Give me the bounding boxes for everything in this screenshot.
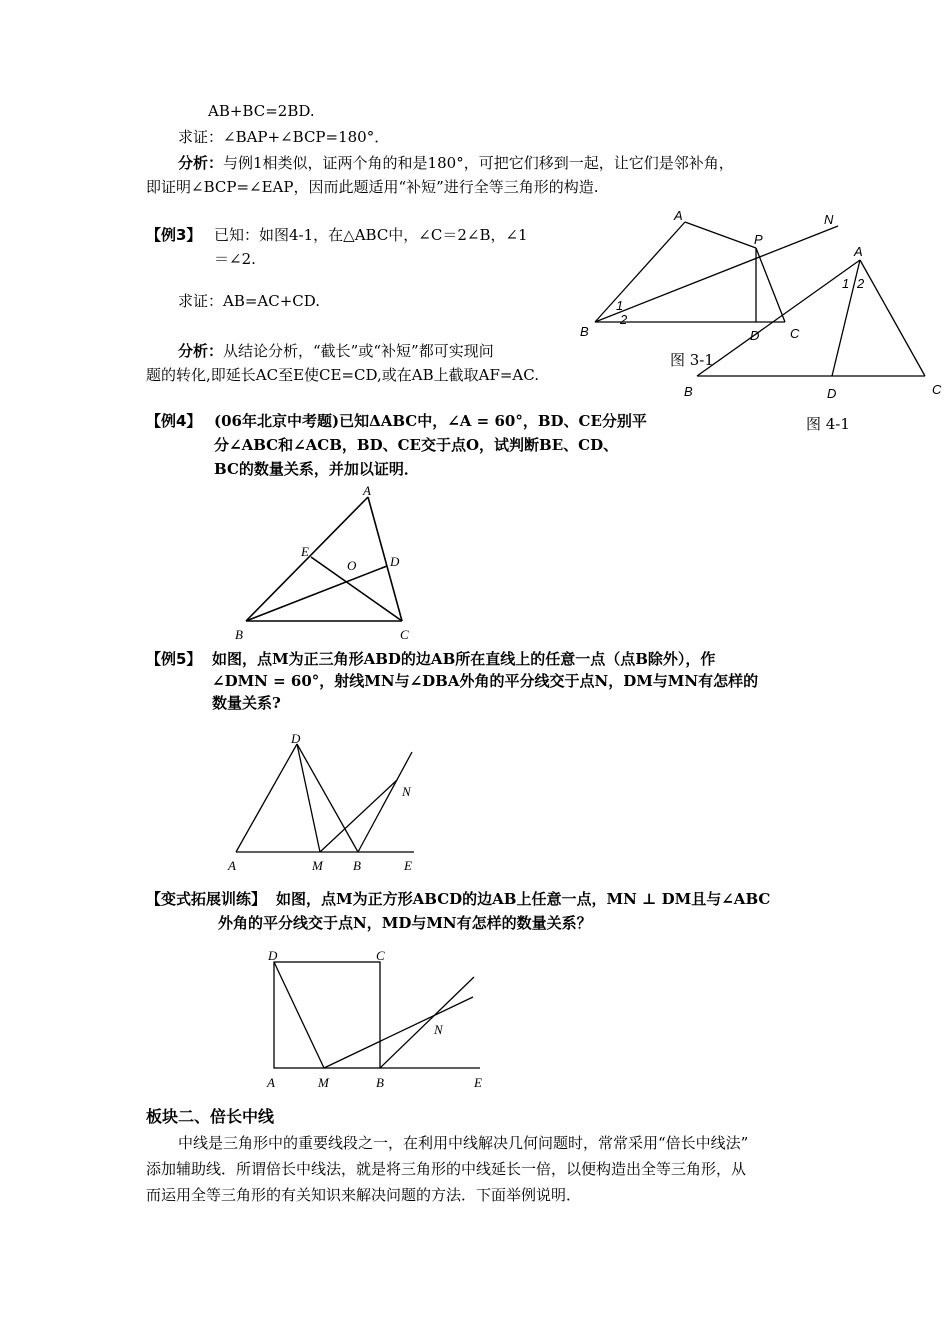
variant-label-A: A [267, 1075, 275, 1090]
proof-statement: 求证：∠BAP+∠BCP=180°． [178, 128, 390, 146]
fig41-label-A: A [854, 244, 863, 259]
example-3-analysis-2: 题的转化,即延长AC至E使CE=CD,或在AB上截取AF=AC. [146, 366, 539, 384]
variant-label-B: B [376, 1075, 384, 1090]
fig31-label-B: B [580, 324, 589, 339]
example-3-proof: 求证：AB=AC+CD. [178, 292, 321, 310]
ex5-label-M: M [312, 858, 323, 873]
analysis-label: 分析： [178, 154, 224, 172]
example-5-text-2: ∠DMN = 60°，射线MN与∠DBA外角的平分线交于点N，DM与MN有怎样的 [212, 672, 759, 690]
ex4-label-O: O [347, 558, 357, 573]
variant-label-N: N [434, 1022, 443, 1037]
ex4-label-B: B [235, 627, 243, 642]
fig31-label-P: P [754, 232, 763, 247]
ex4-label-C: C [400, 627, 409, 642]
variant-text-1: 如图，点M为正方形ABCD的边AB上任意一点，MN ⊥ DM且与∠ABC [276, 890, 771, 908]
fig41-label-C: C [932, 382, 942, 397]
analysis-line-2: 即证明∠BCP=∠EAP，因而此题适用“补短”进行全等三角形的构造. [146, 178, 599, 196]
ex5-label-A: A [228, 858, 236, 873]
section-2-paragraph-3: 而运用全等三角形的有关知识来解决问题的方法．下面举例说明． [146, 1186, 582, 1204]
example-4-text-1: (06年北京中考题)已知ΔABC中，∠A = 60°，BD、CE分别平 [214, 412, 647, 430]
fig31-label-D: D [750, 328, 760, 343]
example-5-text-3: 数量关系? [212, 694, 281, 712]
example-3-text-2: ＝∠2. [214, 250, 256, 268]
ex5-label-B: B [353, 858, 361, 873]
ex4-label-A: A [363, 483, 371, 498]
example-4-text-3: BC的数量关系，并加以证明． [214, 460, 419, 478]
variant-label-E: E [474, 1075, 482, 1090]
example-3-label: 【例3】 [146, 226, 202, 244]
example-4-text-2: 分∠ABC和∠ACB，BD、CE交于点O，试判断BE、CD、 [214, 436, 619, 454]
fig31-angle-2: 2 [620, 312, 628, 327]
section-2-paragraph-1: 中线是三角形中的重要线段之一，在利用中线解决几何问题时，常常采用“倍长中线法” [178, 1134, 749, 1152]
example-3-text-1: 已知：如图4-1，在△ABC中，∠C＝2∠B，∠1 [214, 226, 528, 244]
variant-text-2: 外角的平分线交于点N，MD与MN有怎样的数量关系？ [218, 914, 592, 932]
variant-label-M: M [318, 1075, 329, 1090]
section-2-paragraph-2: 添加辅助线．所谓倍长中线法，就是将三角形的中线延长一倍，以便构造出全等三角形，从 [146, 1160, 747, 1178]
given-line: AB+BC=2BD. [208, 102, 315, 120]
fig41-angle-2: 2 [857, 276, 865, 291]
example-3-analysis-label: 分析： [178, 342, 224, 360]
example-3-analysis-text: 从结论分析，“截长”或“补短”都可实现问 [223, 342, 494, 360]
fig31-label-A: A [674, 208, 683, 223]
figure-3-1-caption: 图 3-1 [670, 351, 714, 369]
fig41-angle-1: 1 [842, 276, 850, 291]
section-2-title: 板块二、倍长中线 [146, 1107, 275, 1126]
ex5-label-E: E [404, 858, 412, 873]
ex5-label-N: N [402, 784, 411, 799]
fig31-label-N: N [824, 212, 834, 227]
analysis-text: 与例1相类似，证两个角的和是180°，可把它们移到一起，让它们是邻补角， [223, 154, 734, 172]
figure-4-1-caption: 图 4-1 [806, 415, 850, 433]
variant-label-C: C [376, 948, 385, 963]
example-4-label: 【例4】 [146, 412, 202, 430]
fig41-label-D: D [827, 386, 837, 401]
variant-label-D: D [268, 948, 278, 963]
variant-label: 【变式拓展训练】 [146, 890, 267, 908]
ex4-label-E: E [301, 544, 309, 559]
ex4-label-D: D [390, 554, 400, 569]
example-5-label: 【例5】 [146, 650, 202, 668]
fig41-label-B: B [684, 384, 693, 399]
fig31-label-C: C [790, 326, 800, 341]
fig31-angle-1: 1 [616, 298, 624, 313]
example-5-text-1: 如图，点M为正三角形ABD的边AB所在直线上的任意一点（点B除外），作 [212, 650, 716, 668]
ex5-label-D: D [291, 731, 301, 746]
